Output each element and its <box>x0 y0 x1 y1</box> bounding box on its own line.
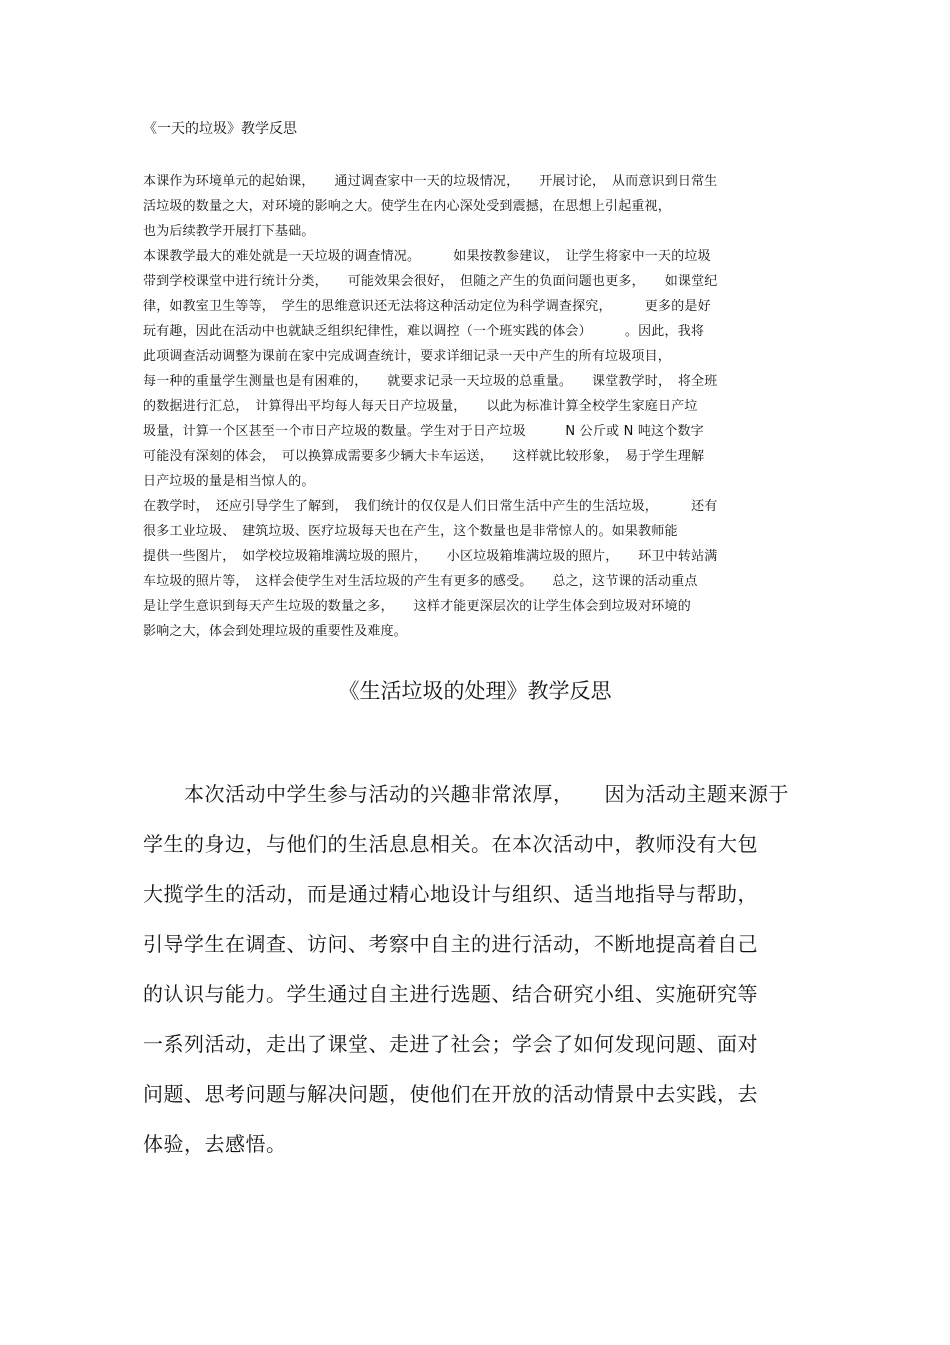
paragraph-line: 学生的身边，与他们的生活息息相关。在本次活动中，教师没有大包 <box>143 832 758 856</box>
reflection-body-garbage-processing <box>143 769 813 1169</box>
reflection-title-one-day-garbage: 《一天的垃圾》教学反思 <box>143 121 297 137</box>
paragraph-line: 大揽学生的活动，而是通过精心地设计与组织、适当地指导与帮助， <box>143 882 758 906</box>
paragraph-line: 的数据进行汇总， 计算得出平均每人每天日产垃圾量， 以此为标准计算全校学生家庭日产垃 <box>143 399 698 414</box>
paragraph-line: 日产垃圾的量是相当惊人的。 <box>143 474 315 489</box>
paragraph-line: 本课教学最大的难处就是一天垃圾的调查情况。 如果按教参建议， 让学生将家中一天的垃圾 <box>143 249 711 264</box>
paragraph-line: 可能没有深刻的体会， 可以换算成需要多少辆大卡车运送， 这样就比较形象， 易于学生理解 <box>143 449 705 464</box>
paragraph-line: 一系列活动，走出了课堂、走进了社会；学会了如何发现问题、面对 <box>143 1032 758 1056</box>
paragraph-line: 本次活动中学生参与活动的兴趣非常浓厚， 因为活动主题来源于 <box>143 782 789 806</box>
paragraph-line: 的认识与能力。学生通过自主进行选题、结合研究小组、实施研究等 <box>143 982 758 1006</box>
paragraph-line: 是让学生意识到每天产生垃圾的数量之多， 这样才能更深层次的让学生体会到垃圾对环境的 <box>143 599 691 614</box>
paragraph-line: 每一种的重量学生测量也是有困难的， 就要求记录一天垃圾的总重量。 课堂教学时， 将全班 <box>143 374 718 389</box>
paragraph-line: 引导学生在调查、访问、考察中自主的进行活动，不断地提高着自己 <box>143 932 758 956</box>
paragraph-line: 很多工业垃圾、 建筑垃圾、医疗垃圾每天也在产生，这个数量也是非常惊人的。如果教师能 <box>143 524 678 539</box>
paragraph-line: 影响之大，体会到处理垃圾的重要性及难度。 <box>143 624 408 639</box>
paragraph-line: 带到学校课堂中进行统计分类， 可能效果会很好， 但随之产生的负面问题也更多， 如课堂纪 <box>143 274 718 289</box>
paragraph-line: 本课作为环境单元的起始课， 通过调查家中一天的垃圾情况， 开展讨论， 从而意识到日常生 <box>143 174 718 189</box>
paragraph-line: 圾量，计算一个区甚至一个市日产垃圾的数量。学生对于日产垃圾 N 公斤或 N 吨这个数字 <box>143 424 704 439</box>
paragraph-line: 提供一些图片， 如学校垃圾箱堆满垃圾的照片， 小区垃圾箱堆满垃圾的照片， 环卫中转站满 <box>143 549 718 564</box>
paragraph-line: 体验，去感悟。 <box>143 1132 287 1156</box>
paragraph-line: 活垃圾的数量之大，对环境的影响之大。使学生在内心深处受到震撼，在思想上引起重视， <box>143 199 672 214</box>
reflection-title-garbage-processing: 《生活垃圾的处理》教学反思 <box>338 679 612 703</box>
paragraph-line: 问题、思考问题与解决问题，使他们在开放的活动情景中去实践，去 <box>143 1082 758 1106</box>
paragraph-line: 玩有趣，因此在活动中也就缺乏组织纪律性，难以调控（一个班实践的体会） 。因此，我将 <box>143 324 705 339</box>
paragraph-line: 车垃圾的照片等， 这样会使学生对生活垃圾的产生有更多的感受。 总之，这节课的活动重点 <box>143 574 698 589</box>
paragraph-line: 在教学时， 还应引导学生了解到， 我们统计的仅仅是人们日常生活中产生的生活垃圾， 还有 <box>143 499 718 514</box>
paragraph-line: 也为后续教学开展打下基础。 <box>143 224 315 239</box>
paragraph-line: 律，如教室卫生等等， 学生的思维意识还无法将这种活动定位为科学调查探究， 更多的是好 <box>143 299 711 314</box>
paragraph-line: 此项调查活动调整为课前在家中完成调查统计，要求详细记录一天中产生的所有垃圾项目， <box>143 349 672 364</box>
reflection-body-one-day-garbage <box>143 169 808 644</box>
